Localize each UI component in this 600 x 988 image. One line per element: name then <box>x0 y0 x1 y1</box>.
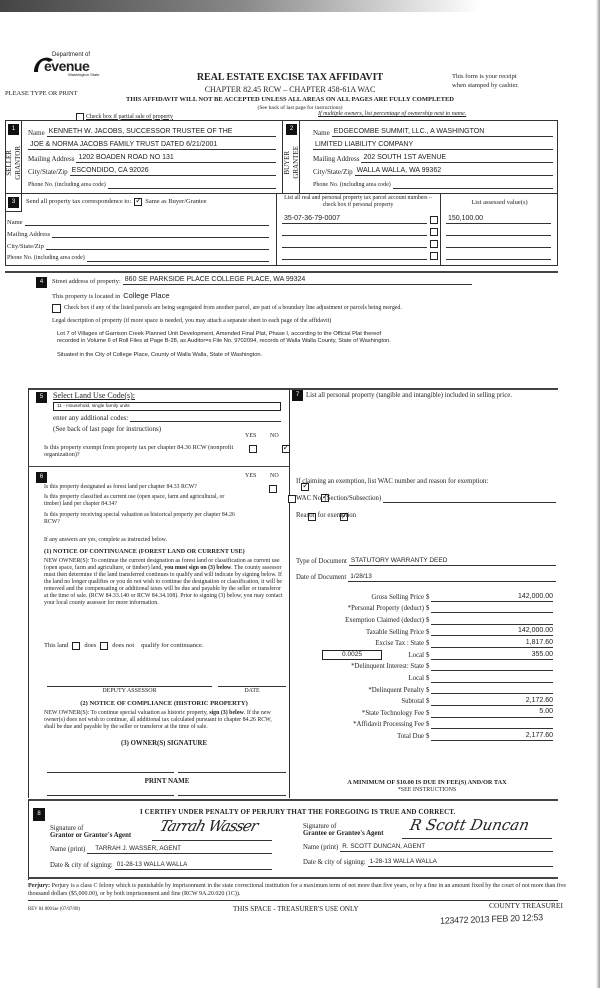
notice-2-text-a: NEW OWNER(S): To continue special valuation as historic property, <box>44 710 210 716</box>
divider <box>440 194 441 266</box>
agency-logo-text: evenue <box>44 58 90 74</box>
wac-row <box>296 494 556 503</box>
grantor-date[interactable]: 01-28-13 WALLA WALLA <box>115 861 272 870</box>
amount-value[interactable] <box>431 674 553 683</box>
currency-symbol: $ <box>426 732 430 740</box>
perjury-bold: Perjury: <box>28 883 50 889</box>
grantee-sig-label <box>303 823 383 838</box>
corr-city-label: City/State/Zip <box>7 242 44 250</box>
seller-address[interactable]: 1202 BOADEN ROAD NO 131 <box>76 154 276 163</box>
buyer-name-label: Name <box>313 128 330 137</box>
assessed-value[interactable] <box>446 239 551 248</box>
exempt-yes-checkbox[interactable] <box>249 445 257 453</box>
corr-phone-input[interactable] <box>87 253 269 262</box>
additional-codes-input[interactable] <box>130 413 281 422</box>
date-line[interactable] <box>218 686 286 687</box>
currency-symbol: $ <box>426 663 430 671</box>
owner-signature-line[interactable] <box>47 772 174 773</box>
divider <box>276 194 277 266</box>
parcel-number[interactable] <box>282 227 427 236</box>
notice-2-text-bold: sign (3) below <box>209 710 244 716</box>
amount-row <box>296 602 558 614</box>
amount-value[interactable]: 142,000.00 <box>431 627 553 636</box>
segregated-checkbox[interactable] <box>52 304 61 313</box>
treasurer-stamp: 123472 2013 FEB 20 12:53 <box>439 912 544 926</box>
amount-row <box>296 590 558 602</box>
parcel-row <box>282 236 438 248</box>
buyer-phone-label: Phone No. (including area code) <box>313 182 391 189</box>
notice-2-title: (2) NOTICE OF COMPLIANCE (HISTORIC PROPERTY) <box>80 700 248 707</box>
grantor-date-row <box>50 861 272 870</box>
agency-state: Washington State <box>68 72 100 77</box>
street-address[interactable]: 860 SE PARKSIDE PLACE COLLEGE PLACE, WA 99324 <box>123 276 472 285</box>
does-not-checkbox[interactable] <box>100 642 108 650</box>
amount-label: Excise Tax : State <box>375 640 424 648</box>
corr-address-input[interactable] <box>52 229 269 238</box>
amount-value[interactable]: 2,172.60 <box>431 697 553 706</box>
personal-property-checkbox[interactable] <box>430 228 438 236</box>
amount-value[interactable] <box>431 604 553 613</box>
grantor-sig-label-2: Grantor or Grantor's Agent <box>50 832 132 840</box>
buyer-address-label: Mailing Address <box>313 154 360 163</box>
personal-property-checkbox[interactable] <box>430 240 438 248</box>
personal-property-label: List all personal property (tangible and intangible) included in selling price. <box>306 392 512 399</box>
seller-city[interactable]: ESCONDIDO, CA 92026 <box>70 167 276 176</box>
historic-question: Is this property receiving special valuation as historical property per chapter 84.26 RCW? <box>44 512 235 525</box>
legal-line-2: recorded in Volume 6 of Roll Files at Page B-28, as Auditor=s File No. 9702094, records of Walla Walla County, State of Washington. <box>57 337 391 344</box>
currency-symbol: $ <box>426 605 430 613</box>
section-6-number: 6 <box>36 472 47 483</box>
deputy-assessor-line[interactable] <box>47 686 212 687</box>
land-use-label: Select Land Use Code(s): <box>53 391 135 400</box>
perjury-text: Perjury is a class C felony which is punishable by imprisonment in the state correctional institution for a maximum term of not more than five years, or by a fine in an amount fixed by the court of not more than five thousand dollars ($5,000.00), or by both imprisonment and fine (RCW 9A.20.020 (1C)). <box>28 883 567 897</box>
personal-property-checkbox[interactable] <box>430 216 438 224</box>
grantee-sig-label-1: Signature of <box>303 823 337 830</box>
segregated-label: Check box if any of the listed parcels are being segregated from another parcel, are part of a boundary line adjustment or parcels being merged. <box>64 305 402 312</box>
legal-label: Legal description of property (if more space is needed, you may attach a separate sheet to each page of the affidavit) <box>52 318 332 324</box>
assessed-value[interactable] <box>446 227 551 236</box>
amount-label: *State Technology Fee <box>361 709 424 717</box>
doc-date[interactable]: 1/28/13 <box>348 573 556 582</box>
amount-label: *Affidavit Processing Fee <box>353 721 424 729</box>
currency-symbol: $ <box>426 709 430 717</box>
amount-row <box>296 613 558 625</box>
amount-label: Gross Selling Price <box>371 593 424 601</box>
perjury-notice <box>28 883 568 899</box>
corr-phone-label: Phone No. (including area code) <box>7 255 85 262</box>
section-4-number: 4 <box>36 277 47 288</box>
local-rate-box[interactable]: 0.0025 <box>322 650 382 660</box>
notice-2-text <box>44 710 284 731</box>
legal-line-3: Situated in the City of College Place, County of Walla Walla, State of Washington. <box>57 352 263 359</box>
grantee-sig-label-2: Grantee or Grantee's Agent <box>303 830 384 838</box>
seller-address-label: Mailing Address <box>28 154 75 163</box>
seller-name-label: Name <box>28 128 45 137</box>
grantee-signature: R Scott Duncan <box>408 816 531 834</box>
page-subtitle: CHAPTER 82.45 RCW – CHAPTER 458-61A WAC <box>204 85 376 94</box>
send-correspondence-label: Send all property tax correspondence to: <box>26 198 132 206</box>
grantor-name[interactable]: TARRAH J. WASSER, AGENT <box>87 845 272 854</box>
section-5-number: 5 <box>36 392 47 403</box>
divider <box>28 388 29 798</box>
grantor-name-row <box>50 845 272 854</box>
amount-value[interactable] <box>431 685 553 694</box>
page-title: REAL ESTATE EXCISE TAX AFFIDAVIT <box>196 72 384 83</box>
buyer-phone[interactable] <box>393 180 553 189</box>
divider <box>28 466 290 467</box>
qualify-label: qualify for continuance. <box>141 642 204 650</box>
current-use-yes-checkbox[interactable] <box>288 495 296 503</box>
continuance-row <box>44 642 203 650</box>
grantor-signature: Tarrah Wasser <box>157 817 260 835</box>
street-label: Street address of property: <box>52 277 121 285</box>
parcel-row <box>282 248 438 260</box>
if-yes-note: If any answers are yes, complete as instructed below. <box>44 537 167 543</box>
grantor-name-label: Name (print) <box>50 846 86 854</box>
located-row <box>52 292 170 301</box>
seller-label: SELLER <box>4 150 13 176</box>
amount-label: Exemption Claimed (deduct) <box>345 616 424 624</box>
print-name-line-2[interactable] <box>178 795 286 796</box>
personal-property-checkbox[interactable] <box>430 252 438 260</box>
assessed-value-header: List assessed value(s) <box>471 199 528 206</box>
amount-row <box>296 671 558 683</box>
amount-value[interactable]: 1,817.60 <box>431 639 553 648</box>
amount-value[interactable] <box>431 616 553 625</box>
notice-1-text-b: . The county assessor must then determine if the land transferred continues to qualify and will indicate by signing below. If the land no longer qualifies or you do not wish to continue the designation or classification, it will be removed and the compensating or additional taxes will be due and payable by the seller or transferor at the time of sale. (RCW 84.33.140 or RCW 84.34.108). Prior to signing (3) below, you may contact your local county assessor for more information. <box>44 565 283 607</box>
see-back-note: (See back of last page for instructions) <box>53 425 162 433</box>
please-type: PLEASE TYPE OR PRINT <box>5 90 78 97</box>
rev-code: REV 84 0001ae (07/07/09) <box>28 907 81 912</box>
corr-name-label: Name <box>7 218 23 226</box>
tax-calculation <box>296 590 558 741</box>
amount-row <box>296 718 558 730</box>
grantee-date-label: Date & city of signing: <box>303 859 366 867</box>
receipt-note-1: This form is your receipt <box>452 73 517 80</box>
amount-value[interactable]: 142,000.00 <box>431 593 553 602</box>
section-2-number: 2 <box>286 124 297 135</box>
seller-city-label: City/State/Zip <box>28 167 68 176</box>
amount-label: Local <box>408 651 424 659</box>
grantee-label: GRANTEE <box>291 146 300 179</box>
reason-label: Reason for exemption <box>296 512 357 519</box>
currency-symbol: $ <box>426 698 430 706</box>
corr-address-label: Mailing Address <box>7 230 51 238</box>
parcel-header: List all real and personal property tax parcel account numbers – check box if personal property <box>284 195 432 208</box>
grantee-name[interactable]: R. SCOTT DUNCAN, AGENT <box>340 843 553 852</box>
county-treasurer-label: COUNTY TREASUREI <box>489 901 563 910</box>
wac-label: WAC No. (Section/Subsection) <box>296 495 382 503</box>
parcel-list <box>282 212 438 260</box>
buyer-name-line1[interactable]: EDGECOMBE SUMMIT, LLC., A WASHINGTON <box>332 128 553 137</box>
see-instructions-note: *SEE INSTRUCTIONS <box>397 787 457 793</box>
does-checkbox[interactable] <box>72 642 80 650</box>
notice-1-text-bold: you must sign on (3) below <box>164 565 232 572</box>
warning-text: THIS AFFIDAVIT WILL NOT BE ACCEPTED UNLESS ALL AREAS ON ALL PAGES ARE FULLY COMPLETED <box>126 96 454 103</box>
exempt-question: Is this property exempt from property tax per chapter 84.36 RCW (nonprofit organization)? <box>44 444 234 459</box>
correspondence-row <box>26 198 207 206</box>
notice-1-title: (1) NOTICE OF CONTINUANCE (FOREST LAND OR CURRENT USE) <box>44 548 245 555</box>
buyer-label: BUYER <box>282 150 291 175</box>
print-name-label: PRINT NAME <box>144 777 190 785</box>
buyer-address[interactable]: 202 SOUTH 1ST AVENUE <box>361 154 553 163</box>
wac-input[interactable] <box>383 494 556 503</box>
amount-row <box>296 660 558 672</box>
same-as-buyer-label: Same as Buyer/Grantee <box>145 198 207 206</box>
amount-row <box>296 683 558 695</box>
forest-question: Is this property designated as forest land per chapter 84.33 RCW? <box>44 484 197 490</box>
grantee-name-row <box>303 843 553 852</box>
amount-label: *Delinquent Penalty <box>368 686 424 694</box>
scan-edge <box>596 0 600 988</box>
notice-1-text <box>44 558 284 608</box>
currency-symbol: $ <box>426 674 430 682</box>
currency-symbol: $ <box>426 628 430 636</box>
treasurer-use-label: THIS SPACE - TREASURER'S USE ONLY <box>233 905 359 913</box>
buyer-city-label: City/State/Zip <box>313 167 353 176</box>
seller-side-panel <box>5 120 22 194</box>
street-address-row <box>52 276 472 285</box>
exempt-no-checkbox[interactable] <box>282 445 290 453</box>
doc-date-label: Date of Document <box>296 574 347 582</box>
section-8-number: 8 <box>33 808 45 821</box>
assessed-value[interactable]: 150,100.00 <box>446 215 551 224</box>
amount-row <box>296 636 558 648</box>
instructions-note: (See back of last page for instructions) <box>257 105 343 111</box>
seller-phone-label: Phone No. (including area code) <box>28 182 106 189</box>
does-not-label: does not <box>112 642 135 650</box>
same-as-buyer-checkbox[interactable] <box>134 198 142 206</box>
doc-type-row <box>296 557 556 566</box>
parcel-number[interactable] <box>282 239 427 248</box>
minimum-note: A MINIMUM OF $10.00 IS DUE IN FEE(S) AND/OR TAX <box>347 779 507 786</box>
section-1-number: 1 <box>8 124 19 135</box>
parcel-row <box>282 212 438 224</box>
print-name-line[interactable] <box>47 795 174 796</box>
amount-label: Subtotal <box>401 698 424 706</box>
divider <box>28 799 558 801</box>
parcel-number[interactable] <box>282 251 427 260</box>
date-label: DATE <box>244 688 260 694</box>
grantor-signature-line[interactable] <box>152 840 272 841</box>
amount-label: Total Due <box>397 732 424 740</box>
assessed-value[interactable] <box>446 251 551 260</box>
currency-symbol: $ <box>426 640 430 648</box>
notice-1-text-a: NEW OWNER(S): To continue the current designation as forest land or classification as current use (open space, farm and agriculture, or timber) land, <box>44 558 280 572</box>
assessed-value-list <box>446 212 551 260</box>
agency-line1: Department of <box>52 52 91 58</box>
currency-symbol: $ <box>426 616 430 624</box>
divider <box>28 877 558 879</box>
corr-name-input[interactable] <box>25 217 269 226</box>
grantor-date-label: Date & city of signing: <box>50 862 113 870</box>
receipt-note-2: when stamped by cashier. <box>452 82 519 89</box>
no-header: NO <box>270 473 279 479</box>
amount-value[interactable] <box>431 720 553 729</box>
partial-sale-label: Check box if partial sale of property <box>86 113 173 120</box>
seller-name-line2[interactable]: JOE & NORMA JACOBS FAMILY TRUST DATED 6/21/2001 <box>28 141 276 150</box>
currency-symbol: $ <box>426 721 430 729</box>
amount-row <box>296 625 558 637</box>
doc-date-row <box>296 573 556 582</box>
does-label: does <box>84 642 97 650</box>
amount-label: Local <box>408 674 424 682</box>
grantor-sig-label <box>50 825 131 840</box>
buyer-city[interactable]: WALLA WALLA, WA 99362 <box>355 167 553 176</box>
scan-shadow <box>0 0 600 12</box>
grantor-sig-label-1: Signature of <box>50 825 84 832</box>
amount-label: Taxable Selling Price <box>365 628 424 636</box>
grantee-date[interactable]: 1-28-13 WALLA WALLA <box>368 858 553 867</box>
amount-row <box>296 729 558 741</box>
parcel-number[interactable]: 35-07-36-79-0007 <box>282 215 427 224</box>
divider <box>28 900 558 901</box>
additional-codes-row <box>53 413 281 422</box>
amount-value[interactable]: 355.00 <box>431 651 553 660</box>
deputy-assessor-label: DEPUTY ASSESSOR <box>102 688 157 694</box>
grantee-signature-line[interactable] <box>402 838 552 839</box>
amount-value[interactable] <box>431 662 553 671</box>
additional-codes-label: enter any additional codes: <box>53 413 129 422</box>
grantor-label: GRANTOR <box>13 146 22 180</box>
section-3-number: 3 <box>8 197 19 208</box>
seller-fields <box>28 124 276 189</box>
buyer-name-line2[interactable]: LIMITED LIABILITY COMPANY <box>313 141 553 150</box>
divider <box>28 800 29 880</box>
multiple-owners-note: If multiple owners, list percentage of ownership next to name. <box>318 111 467 117</box>
located-city[interactable]: College Place <box>123 291 170 300</box>
owner-signature-line-2[interactable] <box>178 772 286 773</box>
legal-description[interactable] <box>57 331 577 359</box>
this-land-label: This land <box>44 642 69 650</box>
current-use-question: Is this property classified as current use (open space, farm and agricultural, or timber) land per chapter 84.34? <box>44 494 225 507</box>
amount-row <box>296 706 558 718</box>
divider <box>5 271 558 273</box>
grantee-date-row <box>303 858 553 867</box>
buyer-fields <box>313 124 553 189</box>
parcel-row <box>282 224 438 236</box>
currency-symbol: $ <box>426 593 430 601</box>
seller-name-line1[interactable]: KENNETH W. JACOBS, SUCCESSOR TRUSTEE OF THE <box>47 128 276 137</box>
currency-symbol: $ <box>426 651 430 659</box>
legal-line-1: Lot 7 of Villages of Garrison Creek Planned Unit Development, Amended Final Plat, Phase I, according to the Official Plat thereof <box>57 331 382 337</box>
segregated-row <box>52 304 572 313</box>
section-3-badge-cell <box>5 194 22 212</box>
section-7-number: 7 <box>292 390 303 401</box>
corr-city-input[interactable] <box>46 241 269 250</box>
amount-label: *Delinquent Interest: State <box>351 663 424 671</box>
no-header: NO <box>270 433 279 439</box>
grantee-name-label: Name (print) <box>303 844 339 852</box>
currency-symbol: $ <box>426 686 430 694</box>
buyer-side-panel <box>283 120 300 194</box>
seller-phone[interactable] <box>108 180 276 189</box>
located-label: This property is located in <box>52 293 121 300</box>
amount-value[interactable]: 2,177.60 <box>431 732 553 741</box>
exemption-label: If claiming an exemption, list WAC number and reason for exemption: <box>296 478 489 485</box>
owner-signature-title: (3) OWNER(S) SIGNATURE <box>121 740 207 747</box>
forest-yes-checkbox[interactable] <box>269 485 277 493</box>
amount-label: *Personal Property (deduct) <box>347 605 424 613</box>
yes-header: YES <box>245 433 257 439</box>
notice-2-text-b: . If the new owner(s) does not wish to continue, all additional tax calculated pursuant to chapter 84.26 RCW, shall be due and payable by the seller or transferor at the time of sale. <box>44 710 272 731</box>
doc-type[interactable]: STATUTORY WARRANTY DEED <box>349 557 556 566</box>
yes-header: YES <box>245 473 257 479</box>
correspondence-fields <box>7 214 269 262</box>
doc-type-label: Type of Document <box>296 558 347 566</box>
certify-text: I CERTIFY UNDER PENALTY OF PERJURY THAT THE FOREGOING IS TRUE AND CORRECT. <box>140 808 456 816</box>
amount-row <box>296 694 558 706</box>
amount-row <box>296 648 558 660</box>
land-use-select[interactable]: 11 - Household, single family units <box>53 402 281 411</box>
amount-value[interactable]: 5.00 <box>431 708 553 717</box>
